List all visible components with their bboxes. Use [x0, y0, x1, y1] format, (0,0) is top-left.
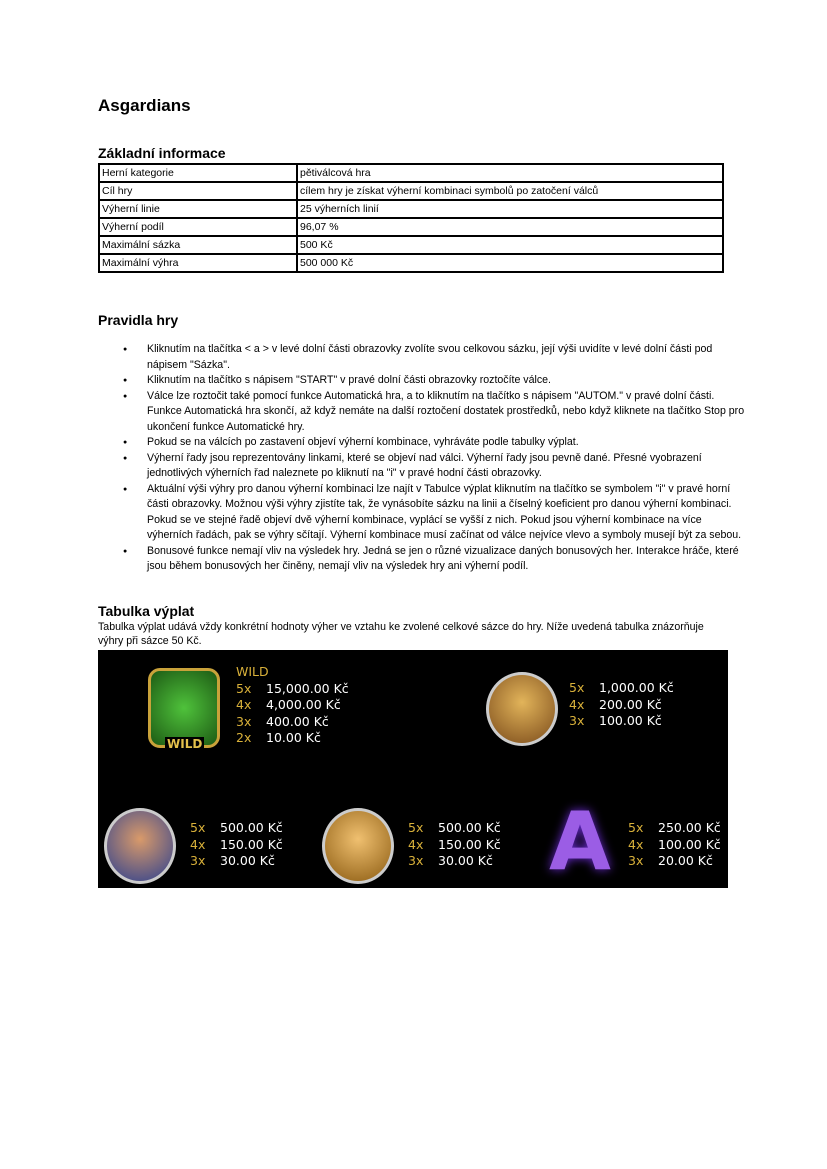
- info-value: 25 výherních linií: [297, 200, 723, 218]
- info-row: [99, 254, 723, 272]
- rules-heading: Pravidla hry: [98, 312, 179, 328]
- info-label: Výherní podíl: [99, 218, 297, 236]
- pay-row: [408, 820, 501, 837]
- basic-info-table: [98, 163, 724, 273]
- page-title: Asgardians: [98, 96, 191, 115]
- rule-item: ● Aktuální výši výhry pro danou výherní kombinaci lze najít v Tabulce výplat kliknutím na tlačítko se symbolem "i" v pravé horní části obrazovky. Možnou výši výhry zjistíte tak, že vynásobíte sázku na linii a číselný koeficient pro danou výherní kombinaci. Pokud se ve stejné řadě objeví dvě výherní kombinace, vyplácí se vyšší z nich. Pokud jsou výherní kombinace na více výherních řadách, pak se výhry sčítají. Výherní kombinace musí začínat od válce nejvíce vlevo a symboly musejí být za sebou.: [147, 482, 747, 544]
- info-row: [99, 200, 723, 218]
- rules-list: [123, 342, 747, 575]
- valkyrie-symbol-icon: [322, 808, 394, 884]
- pay-row: [236, 697, 349, 714]
- pay-odin: [569, 680, 674, 730]
- info-label: Herní kategorie: [99, 164, 297, 182]
- info-label: Maximální sázka: [99, 236, 297, 254]
- info-value: 500 Kč: [297, 236, 723, 254]
- pay-amount: 10.00 Kč: [266, 730, 321, 745]
- pay-count: 5x: [236, 680, 252, 696]
- pay-row: [408, 837, 501, 854]
- pay-count: 5x: [408, 820, 424, 835]
- rule-item: ● Výherní řady jsou reprezentovány linkami, které se objeví nad válci. Výherní řady jsou pevně dané. Přesné vyobrazení jednotlivých výherních řad naleznete po kliknutí na "i" v pravé hodní části obrazovky.: [147, 451, 747, 482]
- pay-count: 4x: [408, 836, 424, 852]
- info-label: Výherní linie: [99, 200, 297, 218]
- pay-amount: 1,000.00 Kč: [599, 680, 674, 695]
- wild-label: WILD: [236, 664, 269, 679]
- thor-symbol-icon: [104, 808, 176, 884]
- info-row: [99, 218, 723, 236]
- pay-amount: 30.00 Kč: [220, 853, 275, 868]
- pay-row: [569, 713, 674, 730]
- paytable-heading: Tabulka výplat: [98, 603, 195, 619]
- pay-row: [236, 730, 349, 747]
- pay-count: 3x: [569, 713, 585, 728]
- pay-row: [569, 680, 674, 697]
- pay-amount: 500.00 Kč: [220, 820, 283, 835]
- info-label: Maximální výhra: [99, 254, 297, 272]
- rule-item: ● Kliknutím na tlačítko s nápisem "START" v pravé dolní části obrazovky roztočíte válce.: [147, 373, 747, 389]
- pay-amount: 150.00 Kč: [438, 836, 501, 852]
- info-row: [99, 236, 723, 254]
- info-value: pětiválcová hra: [297, 164, 723, 182]
- pay-amount: 100.00 Kč: [599, 713, 662, 728]
- pay-count: 2x: [236, 730, 252, 745]
- info-row: [99, 182, 723, 200]
- pay-wild: [236, 664, 349, 747]
- pay-count: 3x: [236, 713, 252, 729]
- basic-info-heading: Základní informace: [98, 145, 226, 161]
- pay-count: 5x: [569, 680, 585, 695]
- pay-amount: 500.00 Kč: [438, 820, 501, 835]
- pay-row: [628, 837, 721, 854]
- wild-badge: WILD: [167, 737, 203, 751]
- pay-count: 4x: [628, 836, 644, 852]
- pay-row: [236, 714, 349, 731]
- pay-count: 4x: [569, 696, 585, 712]
- pay-count: 3x: [408, 853, 424, 868]
- pay-row: [569, 697, 674, 714]
- info-value: 96,07 %: [297, 218, 723, 236]
- ace-symbol-icon: A: [549, 795, 611, 888]
- paytable-intro: Tabulka výplat udává vždy konkrétní hodnoty výher ve vztahu ke zvolené celkové sázce do hry. Níže uvedená tabulka znázorňuje výhry při sázce 50 Kč.: [98, 621, 704, 647]
- pay-row: [190, 820, 283, 837]
- rule-item: ● Pokud se na válcích po zastavení objeví výherní kombinace, vyhráváte podle tabulky výplat.: [147, 435, 747, 451]
- pay-amount: 400.00 Kč: [266, 713, 329, 729]
- pay-ace: [628, 820, 721, 870]
- pay-count: 3x: [190, 853, 206, 868]
- pay-row: [236, 681, 349, 698]
- pay-row: [408, 853, 501, 870]
- pay-amount: 150.00 Kč: [220, 836, 283, 852]
- pay-count: 5x: [628, 820, 644, 835]
- pay-row: [628, 853, 721, 870]
- info-value: cílem hry je získat výherní kombinaci symbolů po zatočení válců: [297, 182, 723, 200]
- pay-row: [190, 853, 283, 870]
- pay-valkyrie: [408, 820, 501, 870]
- pay-amount: 200.00 Kč: [599, 696, 662, 712]
- pay-row: [190, 837, 283, 854]
- pay-thor: [190, 820, 283, 870]
- odin-symbol-icon: [486, 672, 558, 746]
- rule-item: ● Válce lze roztočit také pomocí funkce Automatická hra, a to kliknutím na tlačítko s nápisem "AUTOM." v pravé dolní části. Funkce Automatická hra skončí, až když nemáte na další roztočení dostatek prostředků, nebo když kliknete na tlačítko Stop pro ukončení funkce Automatické hry.: [147, 389, 747, 436]
- pay-count: 4x: [190, 836, 206, 852]
- pay-amount: 100.00 Kč: [658, 836, 721, 852]
- info-label: Cíl hry: [99, 182, 297, 200]
- pay-count: 4x: [236, 697, 252, 712]
- pay-amount: 250.00 Kč: [658, 820, 721, 835]
- info-row: [99, 164, 723, 182]
- info-value: 500 000 Kč: [297, 254, 723, 272]
- rule-item: ● Bonusové funkce nemají vliv na výsledek hry. Jedná se jen o různé vizualizace daných bonusových her. Interakce hráče, které jsou během bonusových her činěny, nemají vliv na výsledek hry ani výherní podíl.: [147, 544, 747, 575]
- paytable-image: [98, 650, 728, 888]
- pay-amount: 20.00 Kč: [658, 853, 713, 868]
- rule-item: ● Kliknutím na tlačítka < a > v levé dolní části obrazovky zvolíte svou celkovou sázku, její výši uvidíte v levé dolní části pod nápisem "Sázka".: [147, 342, 747, 373]
- pay-amount: 30.00 Kč: [438, 853, 493, 868]
- wild-symbol-icon: [148, 668, 220, 751]
- pay-row: [628, 820, 721, 837]
- pay-count: 3x: [628, 853, 644, 868]
- pay-amount: 15,000.00 Kč: [266, 680, 349, 696]
- pay-amount: 4,000.00 Kč: [266, 697, 341, 712]
- pay-count: 5x: [190, 820, 206, 835]
